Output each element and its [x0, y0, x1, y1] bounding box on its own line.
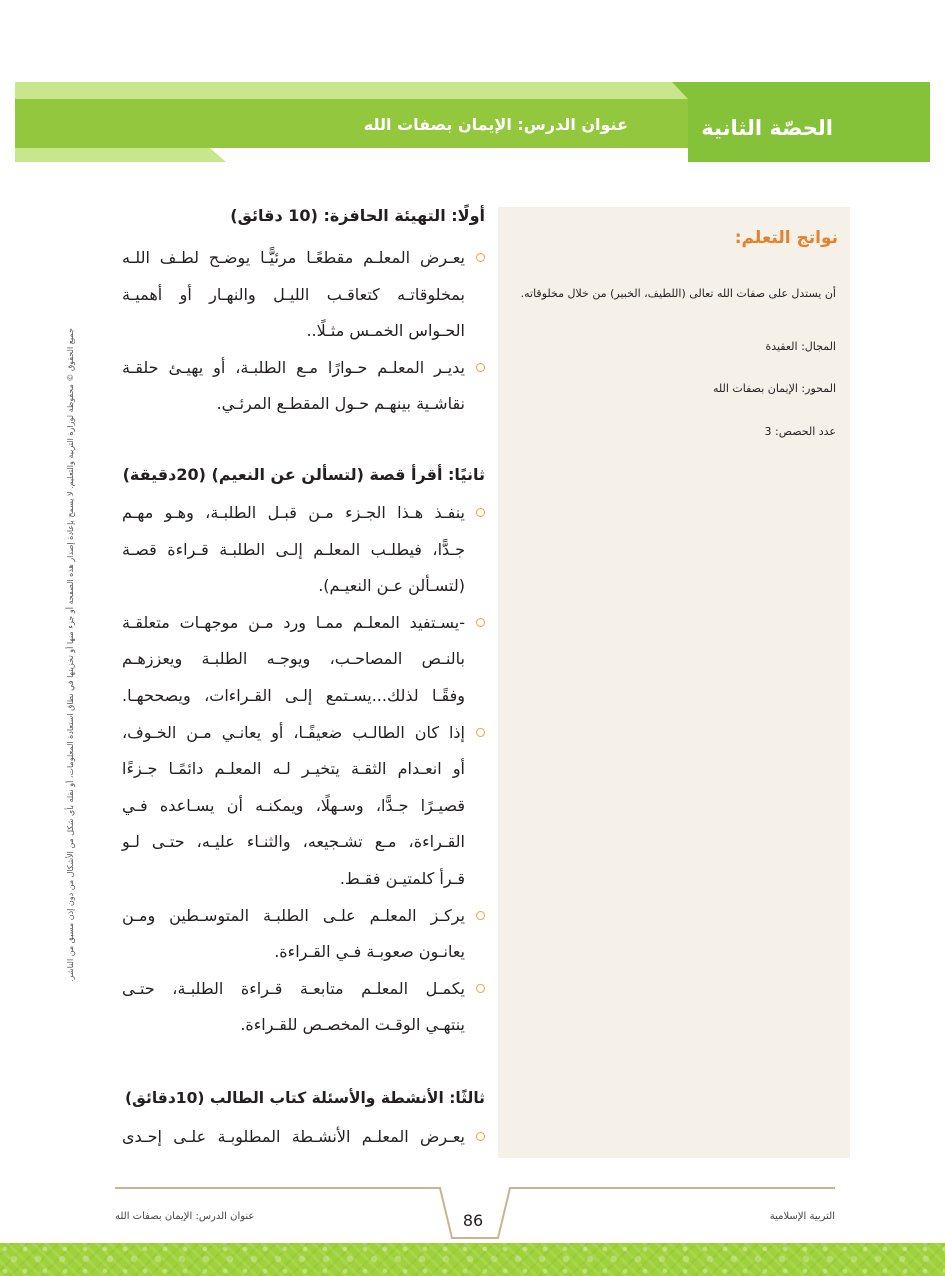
bullet-item	[122, 495, 488, 605]
footer-pattern-band	[0, 1243, 945, 1276]
bullet-item	[122, 605, 488, 715]
bullet-circle-icon	[476, 911, 485, 920]
section-story-reading	[122, 457, 488, 1044]
sessions-count-label: عدد الحصص: 3	[764, 425, 836, 438]
text-line: بمخلوقاتـه كتعاقـب الليـل والنهـار أو أهميـة	[122, 284, 465, 304]
text-line: بالنـص المصاحـب، ويوجـه الطلبـة ويعززهـم	[122, 649, 465, 669]
text-line: نقاشـية بينهـم حـول المقطـع المرئـي.	[216, 394, 465, 414]
section-heading	[122, 457, 488, 493]
section-title: التهيئة الحافزة: (10 دقائق)	[230, 206, 446, 225]
footer-subject: التربية الإسلامية	[769, 1211, 835, 1222]
text-line: قصيـرًا جـدًّا، وسـهلًا، ويمكنـه أن يسـاعده فـي	[122, 795, 465, 815]
section-heading	[122, 198, 488, 234]
text-line: وفقًـا لذلك...يسـتمع إلـى القـراءات، ويصححهـا.	[122, 685, 465, 705]
section-warmup	[122, 198, 488, 423]
bullet-circle-icon	[476, 984, 485, 993]
banner-session-title: الحصّة الثانية	[701, 116, 833, 140]
text-line: الحـواس الخمـس مثـلًا..	[306, 321, 465, 341]
bullet-circle-icon	[476, 508, 485, 517]
banner-bottom-tab	[15, 148, 226, 162]
text-line: يكمـل المعلـم متابعـة قـراءة الطلبـة، حتـى	[122, 978, 465, 998]
text-line: القـراءة، مـع تشـجيعه، والثنـاء عليـه، حتـى لـو	[122, 832, 465, 852]
bullet-item	[122, 1119, 488, 1156]
text-line: يعـرض المعلـم الأنشـطة المطلوبـة علـى إحـدى	[122, 1127, 465, 1146]
text-line: ينفـذ هـذا الجـزء مـن قبـل الطلبـة، وهـو مهـم	[122, 503, 465, 522]
section-heading	[122, 1080, 488, 1116]
page-number: 86	[462, 1211, 484, 1230]
axis-label: المحور: الإيمان بصفات الله	[712, 382, 836, 395]
text-line: ينتهـي الوقـت المخصـص للقـراءة.	[240, 1015, 465, 1035]
text-line: -يسـتفيد المعلـم ممـا ورد مـن موجهـات متعلقـة	[122, 612, 465, 632]
bullet-circle-icon	[476, 363, 485, 372]
bullet-item	[122, 240, 488, 350]
text-line: يديـر المعلـم حـوارًا مـع الطلبـة، أو يهيـئ حلقـة	[122, 357, 465, 377]
bullet-circle-icon	[476, 728, 485, 737]
section-activities	[122, 1080, 488, 1156]
learning-outcome-text: أن يستدل على صفات الله تعالى (اللطيف، الخبير) من خلال مخلوقاته.	[520, 287, 836, 300]
section-ordinal: ثالثًا:	[449, 1089, 485, 1107]
text-line: (لتسـألن عـن النعيـم).	[318, 576, 465, 596]
bullet-item	[122, 898, 488, 971]
text-line: يركـز المعلـم علـى الطلبـة المتوسـطين ومـن	[122, 905, 465, 925]
text-line: يعانـون صعوبـة فـي القـراءة.	[274, 942, 465, 962]
section-title: الأنشطة والأسئلة كتاب الطالب (10دقائق)	[124, 1089, 444, 1107]
footer-lesson-title: عنوان الدرس: الإيمان بصفات الله	[115, 1211, 255, 1222]
text-line: يعـرض المعلـم مقطعًـا مرئيًّـا يوضـح لطـف اللـه	[122, 248, 465, 267]
bullet-item	[122, 971, 488, 1044]
section-ordinal: ثانيًا:	[448, 465, 485, 484]
copyright-notice: جميع الحقوق © محفوظة لوزارة التربية والتعليم. لا يسمح بإعادة إصدار هذه الصفحة أو جزء منها أو تخزينها في نطاق استعادة المعلومات، أو نقله بأي شكل من الأشكال من دون إذن مسبق من الناشر.	[66, 328, 75, 982]
banner-lesson-title: عنوان الدرس: الإيمان بصفات الله	[363, 115, 628, 134]
learning-outcomes-panel	[498, 207, 850, 1158]
bullet-item	[122, 715, 488, 898]
bullet-item	[122, 350, 488, 423]
text-line: إذا كان الطالـب ضعيفًـا، أو يعانـي مـن الخـوف،	[122, 722, 465, 742]
domain-label: المجال: العقيدة	[765, 340, 836, 353]
text-line: جـدًّا، فيطلـب المعلـم إلـى الطلبـة قـراءة قصـة	[122, 539, 465, 559]
text-line: قـرأ كلمتيـن فقـط.	[339, 868, 465, 888]
learning-outcomes-heading: نواتج التعلم:	[734, 228, 838, 248]
bullet-circle-icon	[476, 618, 485, 627]
section-title: أقرأ قصة (لتسألن عن النعيم) (20دقيقة)	[122, 465, 443, 484]
section-ordinal: أولًا:	[451, 206, 485, 225]
bullet-circle-icon	[476, 253, 485, 262]
text-line: أو انعـدام الثقـة يتخيـر لـه المعلـم دائمًـا جـزءًا	[122, 759, 465, 779]
bullet-circle-icon	[476, 1132, 485, 1141]
